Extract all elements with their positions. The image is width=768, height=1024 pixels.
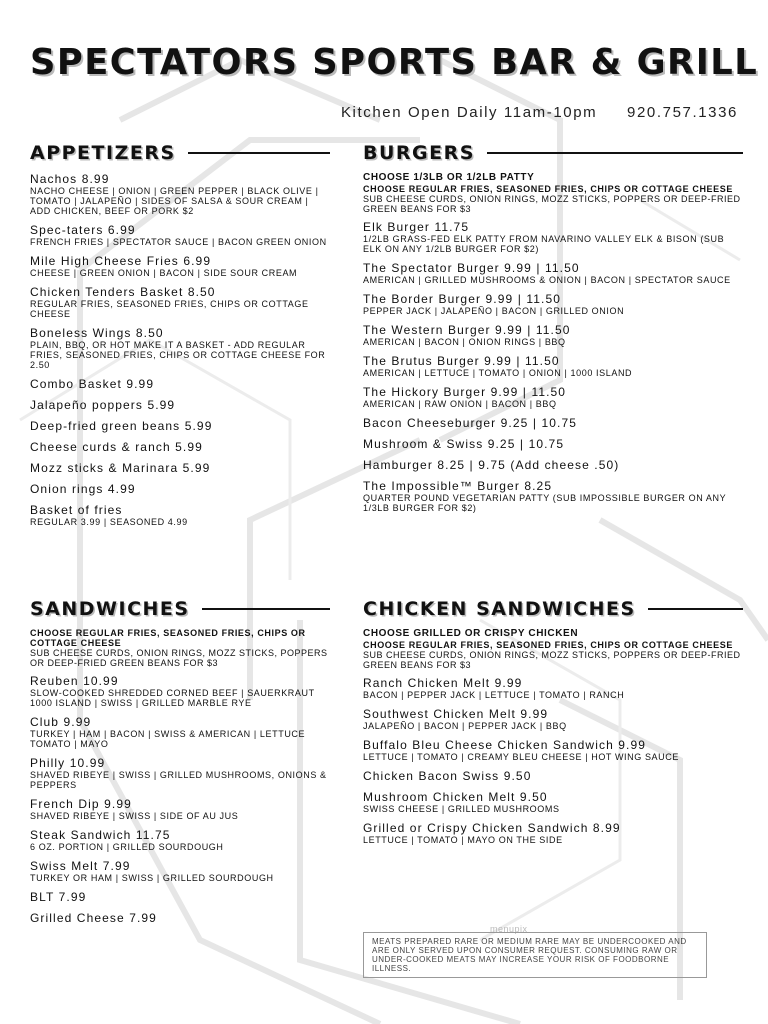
sandwiches-section (30, 598, 330, 932)
menu-item-name: Cheese curds & ranch 5.99 (30, 440, 203, 454)
menu-item-description: SHAVED RIBEYE | SWISS | SIDE OF AU JUS (30, 811, 239, 821)
menu-item (363, 385, 743, 409)
menu-item-name: Grilled Cheese 7.99 (30, 911, 157, 925)
menu-item-description: QUARTER POUND VEGETARIAN PATTY (SUB IMPOSSIBLE BURGER ON ANY 1/3LB BURGER FOR $2) (363, 493, 727, 513)
sandwiches-sub-note: SUB CHEESE CURDS, ONION RINGS, MOZZ STICKS, POPPERS OR DEEP-FRIED GREEN BEANS FOR $3 (30, 648, 328, 668)
menu-item-name: The Western Burger 9.99 | 11.50 (363, 323, 571, 337)
menu-item-name: The Hickory Burger 9.99 | 11.50 (363, 385, 567, 399)
menu-item-description: PLAIN, BBQ, OR HOT MAKE IT A BASKET - ADD REGULAR FRIES, SEASONED FRIES, CHIPS OR COTTAGE CHEESE FOR 2.50 (30, 340, 326, 370)
menu-item-description: REGULAR 3.99 | SEASONED 4.99 (30, 517, 188, 527)
menu-item-name: Reuben 10.99 (30, 674, 119, 688)
menu-item (30, 377, 330, 391)
chicken-list (363, 676, 743, 845)
appetizers-heading (30, 142, 330, 164)
menu-item (30, 911, 330, 925)
burgers-section (363, 142, 743, 520)
menu-item-name: BLT 7.99 (30, 890, 87, 904)
sandwiches-list (30, 674, 330, 925)
heading-rule (648, 608, 743, 610)
menu-item-description: 1/2LB GRASS-FED ELK PATTY FROM NAVARINO VALLEY ELK & BISON (SUB ELK ON ANY 1/2LB BURGER FOR $2) (363, 234, 725, 254)
menu-item (30, 715, 330, 749)
menu-item-name: Onion rings 4.99 (30, 482, 136, 496)
menu-item-name: Nachos 8.99 (30, 172, 110, 186)
menu-item-description: LETTUCE | TOMATO | CREAMY BLEU CHEESE | HOT WING SAUCE (363, 752, 679, 762)
menu-item-description: 6 OZ. PORTION | GRILLED SOURDOUGH (30, 842, 224, 852)
menu-item-name: Chicken Bacon Swiss 9.50 (363, 769, 532, 783)
menu-item-name: Mozz sticks & Marinara 5.99 (30, 461, 211, 475)
menu-item-description: TURKEY OR HAM | SWISS | GRILLED SOURDOUGH (30, 873, 274, 883)
menu-item-name: Elk Burger 11.75 (363, 220, 470, 234)
menu-item (363, 676, 743, 700)
menu-item-description: PEPPER JACK | JALAPEÑO | BACON | GRILLED ONION (363, 306, 625, 316)
menu-item-name: Boneless Wings 8.50 (30, 326, 164, 340)
kitchen-hours: Kitchen Open Daily 11am-10pm (340, 104, 598, 121)
menu-item-name: Steak Sandwich 11.75 (30, 828, 171, 842)
menu-item (30, 440, 330, 454)
chicken-sub-note: SUB CHEESE CURDS, ONION RINGS, MOZZ STICKS, POPPERS OR DEEP-FRIED GREEN BEANS FOR $3 (363, 650, 741, 670)
menu-item-description: CHEESE | GREEN ONION | BACON | SIDE SOUR CREAM (30, 268, 298, 278)
menu-item-description: AMERICAN | RAW ONION | BACON | BBQ (363, 399, 557, 409)
menu-item-name: Combo Basket 9.99 (30, 377, 155, 391)
burgers-patty-choice: CHOOSE 1/3LB OR 1/2LB PATTY (363, 172, 535, 183)
menu-item (363, 479, 743, 513)
chicken-section (363, 598, 743, 852)
heading-rule (202, 608, 330, 610)
menu-item (30, 482, 330, 496)
chicken-sides-choice: CHOOSE REGULAR FRIES, SEASONED FRIES, CHIPS OR COTTAGE CHEESE (363, 640, 733, 650)
menu-item (363, 769, 743, 783)
menu-item (363, 790, 743, 814)
menu-item (30, 326, 330, 370)
menu-item-name: Swiss Melt 7.99 (30, 859, 131, 873)
menu-item (30, 398, 330, 412)
menu-item-description: AMERICAN | LETTUCE | TOMATO | ONION | 1000 ISLAND (363, 368, 633, 378)
menu-item-name: Mushroom & Swiss 9.25 | 10.75 (363, 437, 565, 451)
menu-item (30, 503, 330, 527)
menu-item-description: REGULAR FRIES, SEASONED FRIES, CHIPS OR COTTAGE CHEESE (30, 299, 309, 319)
menu-item-name: Grilled or Crispy Chicken Sandwich 8.99 (363, 821, 621, 835)
menu-item (30, 254, 330, 278)
appetizers-list (30, 172, 330, 527)
menu-item (363, 292, 743, 316)
menu-item (30, 285, 330, 319)
menu-item-name: Bacon Cheeseburger 9.25 | 10.75 (363, 416, 578, 430)
menu-item (363, 416, 743, 430)
menu-item (30, 890, 330, 904)
heading-rule (188, 152, 330, 154)
menu-item-name: Deep-fried green beans 5.99 (30, 419, 213, 433)
menu-item-name: French Dip 9.99 (30, 797, 132, 811)
burgers-heading-text: BURGERS (363, 142, 475, 164)
menu-item-name: The Spectator Burger 9.99 | 11.50 (363, 261, 580, 275)
food-safety-disclaimer: MEATS PREPARED RARE OR MEDIUM RARE MAY BE UNDERCOOKED AND ARE ONLY SERVED UPON CONSUMER REQUEST. CONSUMING RAW OR UNDER-COOKED MEATS MAY INCREASE YOUR RISK OF FOODBORNE ILLNESS. (363, 932, 707, 978)
appetizers-section (30, 142, 330, 534)
menu-item-name: Spec-taters 6.99 (30, 223, 136, 237)
menu-item (30, 223, 330, 247)
subtitle-line (341, 104, 738, 121)
sandwiches-heading-text: SANDWICHES (30, 598, 190, 620)
burgers-sub-note: SUB CHEESE CURDS, ONION RINGS, MOZZ STICKS, POPPERS OR DEEP-FRIED GREEN BEANS FOR $3 (363, 194, 741, 214)
menu-item-name: The Brutus Burger 9.99 | 11.50 (363, 354, 560, 368)
menu-item (363, 821, 743, 845)
menu-item (363, 323, 743, 347)
menu-item-name: Mushroom Chicken Melt 9.50 (363, 790, 548, 804)
menu-item-name: Basket of fries (30, 503, 123, 517)
menu-item-description: TURKEY | HAM | BACON | SWISS & AMERICAN | LETTUCE TOMATO | MAYO (30, 729, 306, 749)
menu-item (363, 354, 743, 378)
menu-item-description: FRENCH FRIES | SPECTATOR SAUCE | BACON GREEN ONION (30, 237, 327, 247)
menu-item (30, 756, 330, 790)
menu-item (363, 738, 743, 762)
menu-item (30, 797, 330, 821)
appetizers-heading-text: APPETIZERS (30, 142, 176, 164)
chicken-heading (363, 598, 743, 620)
menu-item-name: The Impossible™ Burger 8.25 (363, 479, 553, 493)
burgers-sides-choice: CHOOSE REGULAR FRIES, SEASONED FRIES, CHIPS OR COTTAGE CHEESE (363, 184, 733, 194)
menu-item-description: SHAVED RIBEYE | SWISS | GRILLED MUSHROOMS, ONIONS & PEPPERS (30, 770, 327, 790)
menu-item (363, 458, 743, 472)
menu-item-description: BACON | PEPPER JACK | LETTUCE | TOMATO | RANCH (363, 690, 625, 700)
menu-item (30, 172, 330, 216)
menu-item (30, 828, 330, 852)
menu-item-name: The Border Burger 9.99 | 11.50 (363, 292, 561, 306)
menu-item (363, 261, 743, 285)
menu-item (30, 674, 330, 708)
menu-item-description: JALAPEÑO | BACON | PEPPER JACK | BBQ (363, 721, 567, 731)
menu-item-description: SLOW-COOKED SHREDDED CORNED BEEF | SAUERKRAUT 1000 ISLAND | SWISS | GRILLED MARBLE RYE (30, 688, 315, 708)
menu-item-name: Ranch Chicken Melt 9.99 (363, 676, 523, 690)
menu-item-name: Club 9.99 (30, 715, 92, 729)
menu-item-description: LETTUCE | TOMATO | MAYO ON THE SIDE (363, 835, 563, 845)
menu-item-name: Jalapeño poppers 5.99 (30, 398, 176, 412)
sandwiches-sides-choice: CHOOSE REGULAR FRIES, SEASONED FRIES, CHIPS OR COTTAGE CHEESE (30, 628, 306, 648)
chicken-heading-text: CHICKEN SANDWICHES (363, 598, 636, 620)
watermark-text: menupix (490, 924, 528, 934)
chicken-style-choice: CHOOSE GRILLED OR CRISPY CHICKEN (363, 628, 579, 639)
burgers-list (363, 220, 743, 513)
menu-item-name: Southwest Chicken Melt 9.99 (363, 707, 549, 721)
menu-item (363, 437, 743, 451)
heading-rule (487, 152, 743, 154)
menu-item (30, 859, 330, 883)
menu-item-name: Hamburger 8.25 | 9.75 (Add cheese .50) (363, 458, 620, 472)
burgers-heading (363, 142, 743, 164)
phone-number: 920.757.1336 (627, 104, 738, 121)
menu-item-description: SWISS CHEESE | GRILLED MUSHROOMS (363, 804, 560, 814)
menu-item (30, 461, 330, 475)
menu-item-name: Mile High Cheese Fries 6.99 (30, 254, 212, 268)
menu-item-name: Philly 10.99 (30, 756, 106, 770)
menu-item-name: Chicken Tenders Basket 8.50 (30, 285, 216, 299)
page-title: SPECTATORS SPORTS BAR & GRILL (30, 42, 759, 83)
menu-item (30, 419, 330, 433)
menu-item-name: Buffalo Bleu Cheese Chicken Sandwich 9.99 (363, 738, 647, 752)
menu-item-description: AMERICAN | BACON | ONION RINGS | BBQ (363, 337, 566, 347)
sandwiches-heading (30, 598, 330, 620)
menu-item-description: NACHO CHEESE | ONION | GREEN PEPPER | BLACK OLIVE | TOMATO | JALAPEÑO | SIDES OF SALSA & SOUR CREAM | ADD CHICKEN, BEEF OR PORK $2 (30, 186, 319, 216)
menu-item (363, 707, 743, 731)
menu-item (363, 220, 743, 254)
menu-item-description: AMERICAN | GRILLED MUSHROOMS & ONION | BACON | SPECTATOR SAUCE (363, 275, 731, 285)
